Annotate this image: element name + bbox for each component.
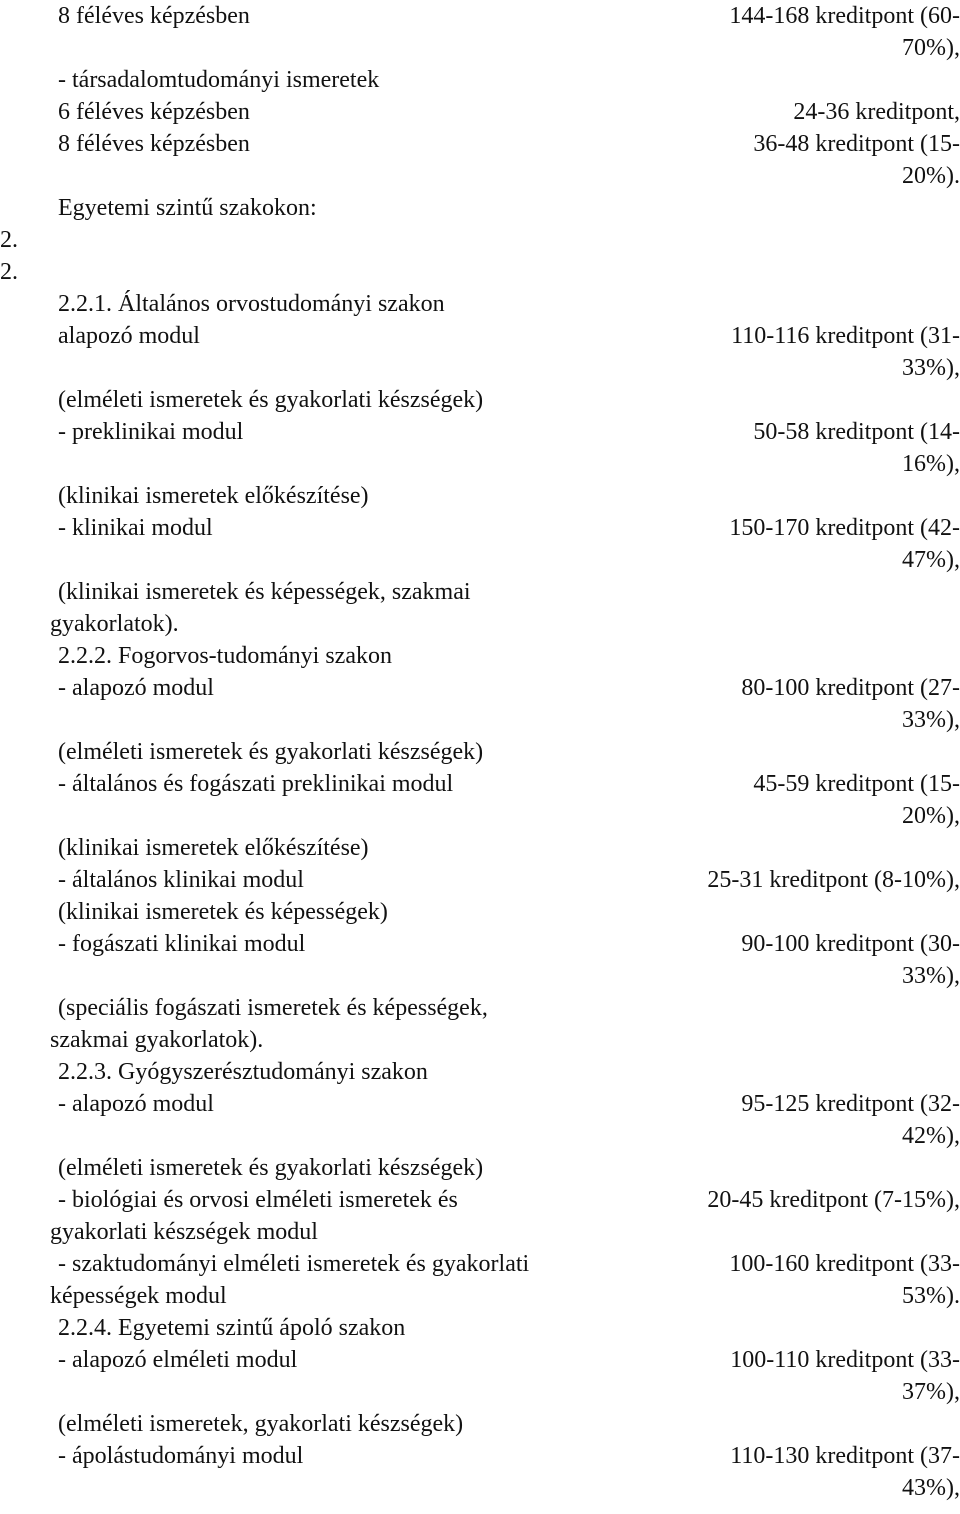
credit-value: 100-110 kreditpont (33- bbox=[730, 1347, 960, 1373]
text-line: (klinikai ismeretek előkészítése) bbox=[58, 835, 369, 861]
section-heading: 2.2.4. Egyetemi szintű ápoló szakon bbox=[58, 1315, 406, 1341]
text-line: - preklinikai modul bbox=[58, 419, 244, 445]
credit-value: 33%), bbox=[902, 963, 960, 989]
credit-value: 43%), bbox=[902, 1475, 960, 1501]
credit-value: 16%), bbox=[902, 451, 960, 477]
credit-value: 45-59 kreditpont (15- bbox=[753, 771, 960, 797]
text-line: (elméleti ismeretek, gyakorlati készségek) bbox=[58, 1411, 464, 1437]
text-line: - általános és fogászati preklinikai modul bbox=[58, 771, 454, 797]
text-line: (klinikai ismeretek és képességek) bbox=[58, 899, 388, 925]
text-line: - alapozó modul bbox=[58, 675, 214, 701]
text-line: - fogászati klinikai modul bbox=[58, 931, 306, 957]
text-line: 8 féléves képzésben bbox=[58, 3, 250, 29]
credit-value: 33%), bbox=[902, 355, 960, 381]
credit-value: 110-116 kreditpont (31- bbox=[731, 323, 960, 349]
text-line: (speciális fogászati ismeretek és képességek, bbox=[58, 995, 488, 1021]
text-line: szakmai gyakorlatok). bbox=[50, 1027, 264, 1053]
credit-value: 100-160 kreditpont (33- bbox=[729, 1251, 960, 1277]
text-line: (elméleti ismeretek és gyakorlati készségek) bbox=[58, 1155, 484, 1181]
text-line: - alapozó elméleti modul bbox=[58, 1347, 298, 1373]
credit-value: 50-58 kreditpont (14- bbox=[753, 419, 960, 445]
credit-value: 33%), bbox=[902, 707, 960, 733]
text-line: Egyetemi szintű szakokon: bbox=[58, 195, 317, 221]
text-line: - klinikai modul bbox=[58, 515, 213, 541]
text-line: alapozó modul bbox=[58, 323, 200, 349]
text-line: képességek modul bbox=[50, 1283, 227, 1309]
credit-value: 36-48 kreditpont (15- bbox=[753, 131, 960, 157]
credit-value: 144-168 kreditpont (60- bbox=[729, 3, 960, 29]
section-number: 2. bbox=[0, 259, 18, 285]
text-line: (elméleti ismeretek és gyakorlati készségek) bbox=[58, 739, 484, 765]
text-line: (elméleti ismeretek és gyakorlati készségek) bbox=[58, 387, 484, 413]
section-number: 2. bbox=[0, 227, 18, 253]
text-line: - ápolástudományi modul bbox=[58, 1443, 304, 1469]
text-line: - társadalomtudományi ismeretek bbox=[58, 67, 380, 93]
credit-value: 24-36 kreditpont, bbox=[793, 99, 960, 125]
text-line: - szaktudományi elméleti ismeretek és gyakorlati bbox=[58, 1251, 530, 1277]
section-heading: 2.2.3. Gyógyszerésztudományi szakon bbox=[58, 1059, 428, 1085]
credit-value: 70%), bbox=[902, 35, 960, 61]
credit-value: 80-100 kreditpont (27- bbox=[741, 675, 960, 701]
credit-value: 20%), bbox=[902, 803, 960, 829]
credit-value: 42%), bbox=[902, 1123, 960, 1149]
credit-value: 95-125 kreditpont (32- bbox=[741, 1091, 960, 1117]
text-line: (klinikai ismeretek előkészítése) bbox=[58, 483, 369, 509]
credit-value: 20%). bbox=[902, 163, 960, 189]
credit-value: 150-170 kreditpont (42- bbox=[729, 515, 960, 541]
section-heading: 2.2.2. Fogorvos-tudományi szakon bbox=[58, 643, 392, 669]
text-line: - alapozó modul bbox=[58, 1091, 214, 1117]
credit-value: 47%), bbox=[902, 547, 960, 573]
section-heading: 2.2.1. Általános orvostudományi szakon bbox=[58, 291, 445, 317]
text-line: 8 féléves képzésben bbox=[58, 131, 250, 157]
text-line: 6 féléves képzésben bbox=[58, 99, 250, 125]
text-line: - általános klinikai modul bbox=[58, 867, 304, 893]
text-line: gyakorlatok). bbox=[50, 611, 179, 637]
credit-value: 110-130 kreditpont (37- bbox=[730, 1443, 960, 1469]
text-line: gyakorlati készségek modul bbox=[50, 1219, 318, 1245]
credit-value: 37%), bbox=[902, 1379, 960, 1405]
credit-value: 20-45 kreditpont (7-15%), bbox=[707, 1187, 960, 1213]
credit-value: 90-100 kreditpont (30- bbox=[741, 931, 960, 957]
text-line: - biológiai és orvosi elméleti ismeretek és bbox=[58, 1187, 458, 1213]
credit-value: 53%). bbox=[902, 1283, 960, 1309]
text-line: (klinikai ismeretek és képességek, szakmai bbox=[58, 579, 471, 605]
credit-value: 25-31 kreditpont (8-10%), bbox=[707, 867, 960, 893]
